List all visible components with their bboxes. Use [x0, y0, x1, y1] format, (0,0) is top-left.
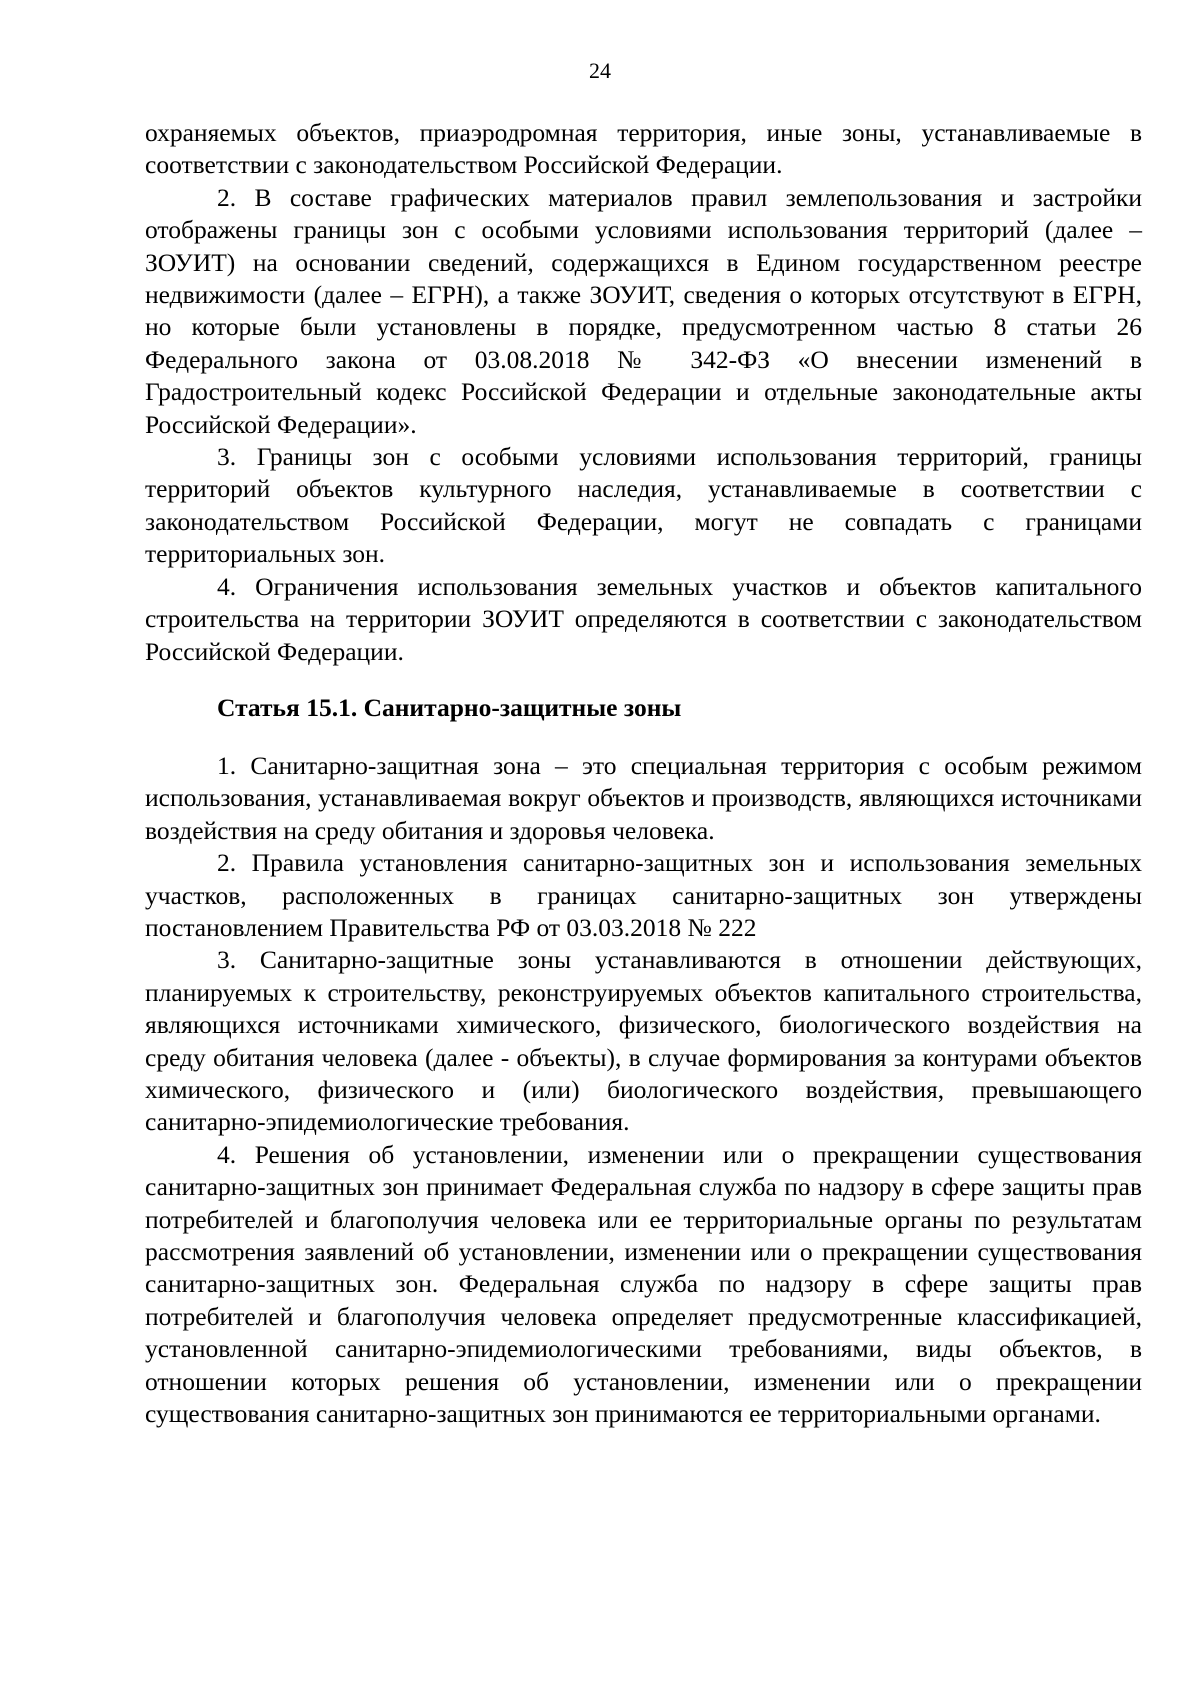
paragraph-item-4: 4. Ограничения использования земельных участков и объектов капитального строительства на территории ЗОУИТ определяются в соответствии с законодательством Российской Федерации.: [145, 571, 1142, 666]
paragraph-item-3: 3. Границы зон с особыми условиями использования территорий, границы территорий объектов культурного наследия, устанавливаемые в соответствии с законодательством Российской Федерации, могут не совпадать с границами территориальных зон.: [145, 442, 1142, 569]
document-body: [145, 117, 1142, 1430]
article-paragraph-4: 4. Решения об установлении, изменении или о прекращении существования санитарно-защитных зон принимает Федеральная служба по надзору в сфере защиты прав потребителей и благополучия человека или ее территориальные органы по результатам рассмотрения заявлений об установлении, изменении или о прекращении существования санитарно-защитных зон. Федеральная служба по надзору в сфере защиты прав потребителей и благополучия человека определяет предусмотренные классификацией, установленной санитарно-эпидемиологическими требованиями, виды объектов, в отношении которых решения об установлении, изменении или о прекращении существования санитарно-защитных зон принимаются ее территориальными органами.: [145, 1139, 1142, 1429]
article-paragraph-2: 2. Правила установления санитарно-защитных зон и использования земельных участков, расположенных в границах санитарно-защитных зон утверждены постановлением Правительства РФ от 03.03.2018 № 222: [145, 848, 1142, 942]
paragraph-continuation: охраняемых объектов, приаэродромная территория, иные зоны, устанавливаемые в соответствии с законодательством Российской Федерации.: [145, 118, 1142, 180]
article-paragraph-1: 1. Санитарно-защитная зона – это специальная территория с особым режимом использования, устанавливаемая вокруг объектов и производств, являющихся источниками воздействия на среду обитания и здоровья человека.: [145, 750, 1142, 845]
article-paragraph-3: 3. Санитарно-защитные зоны устанавливаются в отношении действующих, планируемых к строительству, реконструируемых объектов капитального строительства, являющихся источниками химического, физического, биологического воздействия на среду обитания человека (далее - объекты), в случае формирования за контурами объектов химического, физического и (или) биологического воздействия, превышающего санитарно-эпидемиологические требования.: [145, 945, 1142, 1137]
article-heading: Статья 15.1. Санитарно-защитные зоны: [217, 692, 682, 722]
page-number: 24: [589, 58, 611, 83]
paragraph-item-2: 2. В составе графических материалов правил землепользования и застройки отображены границы зон с особыми условиями использования территорий (далее – ЗОУИТ) на основании сведений, содержащихся в Едином государственном реестре недвижимости (далее – ЕГРН), а также ЗОУИТ, сведения о которых отсутствуют в ЕГРН, но которые были установлены в порядке, предусмотренном частью 8 статьи 26 Федерального закона от 03.08.2018 № 342-ФЗ «О внесении изменений в Градостроительный кодекс Российской Федерации и отдельные законодательные акты Российской Федерации».: [145, 182, 1142, 439]
